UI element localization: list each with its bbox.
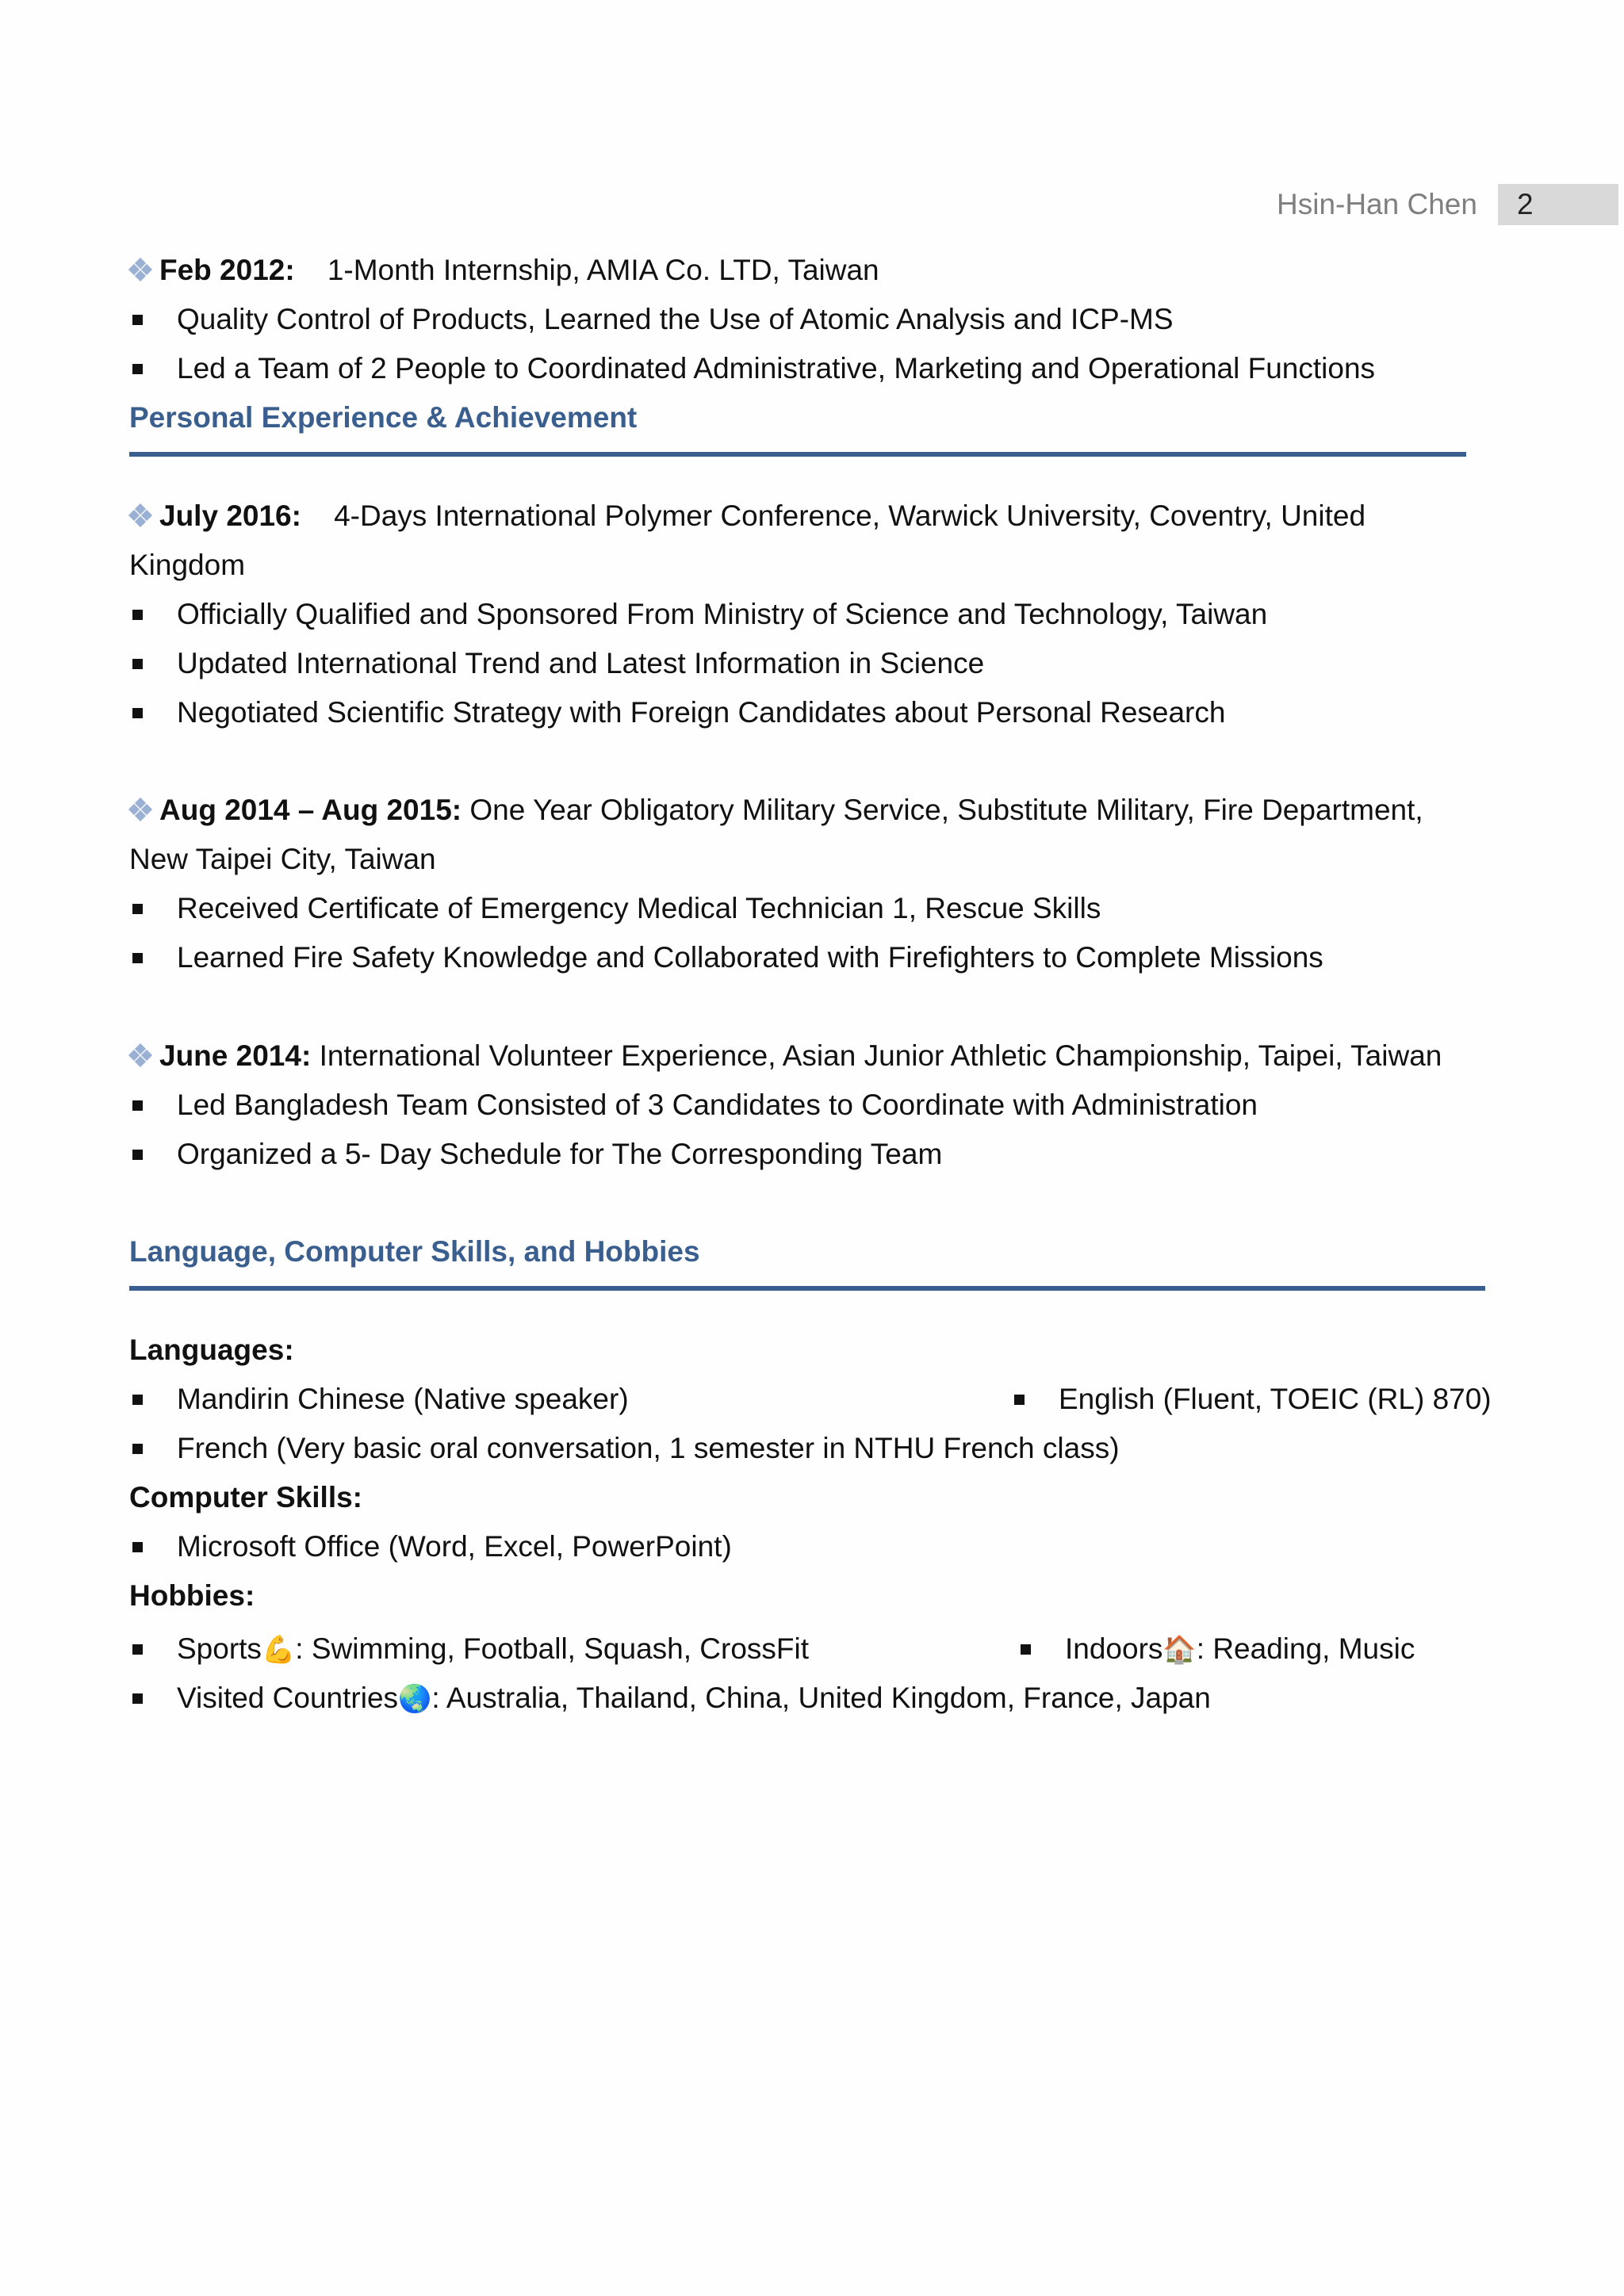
list-item: Organized a 5- Day Schedule for The Corresponding Team: [129, 1135, 942, 1173]
square-bullet-icon: [1014, 1395, 1025, 1405]
muscle-icon: 💪: [261, 1634, 296, 1666]
section-divider: [129, 1286, 1485, 1291]
page-number: 2: [1498, 184, 1618, 225]
list-item: Officially Qualified and Sponsored From Ministry of Science and Technology, Taiwan: [129, 595, 1267, 633]
entry-title: International Volunteer Experience, Asian Junior Athletic Championship, Taipei, Taiwan: [319, 1039, 1442, 1072]
house-icon: 🏠: [1162, 1634, 1197, 1666]
header-name: Hsin-Han Chen: [1277, 188, 1477, 220]
page-header: [1277, 184, 1618, 225]
list-item: Led a Team of 2 People to Coordinated Administrative, Marketing and Operational Functions: [129, 350, 1375, 388]
list-item: Mandirin Chinese (Native speaker): [129, 1380, 629, 1418]
list-item: Visited Countries🌏: Australia, Thailand, China, United Kingdom, France, Japan: [129, 1679, 1211, 1718]
section-divider: [129, 452, 1466, 457]
list-item: Learned Fire Safety Knowledge and Collaborated with Firefighters to Complete Missions: [129, 939, 1323, 977]
square-bullet-icon: [132, 659, 143, 669]
entry-heading-volunteer: [129, 1037, 1442, 1075]
globe-icon: 🌏: [398, 1683, 432, 1715]
entry-date: July 2016:: [159, 499, 301, 532]
entry-date: Feb 2012:: [159, 254, 295, 286]
entry-title-continued: Kingdom: [129, 549, 246, 581]
diamond-bullet-icon: [129, 798, 151, 821]
entry-date: Aug 2014 – Aug 2015:: [159, 794, 462, 826]
list-item: Negotiated Scientific Strategy with Foreign Candidates about Personal Research: [129, 694, 1225, 732]
square-bullet-icon: [132, 364, 143, 374]
list-item: Sports💪: Swimming, Football, Squash, CrossFit: [129, 1630, 809, 1669]
section-title-experience: Personal Experience & Achievement: [129, 401, 638, 434]
entry-heading-internship: [129, 251, 879, 289]
square-bullet-icon: [132, 1444, 143, 1454]
languages-label: Languages:: [129, 1334, 294, 1366]
square-bullet-icon: [132, 315, 143, 325]
section-title-skills: Language, Computer Skills, and Hobbies: [129, 1235, 700, 1268]
computer-skills-label: Computer Skills:: [129, 1481, 362, 1513]
list-item: Received Certificate of Emergency Medical Technician 1, Rescue Skills: [129, 890, 1101, 928]
entry-title-continued: New Taipei City, Taiwan: [129, 843, 436, 875]
entry-date: June 2014:: [159, 1039, 312, 1072]
entry-title: 1-Month Internship, AMIA Co. LTD, Taiwan: [327, 254, 879, 286]
entry-heading-military: [129, 791, 1423, 829]
square-bullet-icon: [132, 708, 143, 718]
diamond-bullet-icon: [129, 504, 151, 526]
square-bullet-icon: [132, 1100, 143, 1111]
diamond-bullet-icon: [129, 1044, 151, 1066]
entry-title: 4-Days International Polymer Conference, Warwick University, Coventry, United: [334, 499, 1366, 532]
square-bullet-icon: [132, 904, 143, 914]
list-item: Led Bangladesh Team Consisted of 3 Candidates to Coordinate with Administration: [129, 1086, 1258, 1124]
list-item: Microsoft Office (Word, Excel, PowerPoint): [129, 1528, 732, 1566]
diamond-bullet-icon: [129, 258, 151, 281]
list-item: Quality Control of Products, Learned the Use of Atomic Analysis and ICP-MS: [129, 300, 1174, 339]
square-bullet-icon: [1021, 1644, 1031, 1655]
square-bullet-icon: [132, 1542, 143, 1552]
square-bullet-icon: [132, 1150, 143, 1160]
hobbies-label: Hobbies:: [129, 1579, 255, 1612]
square-bullet-icon: [132, 1395, 143, 1405]
square-bullet-icon: [132, 953, 143, 963]
list-item: Updated International Trend and Latest Information in Science: [129, 645, 984, 683]
square-bullet-icon: [132, 610, 143, 620]
list-item: English (Fluent, TOEIC (RL) 870): [1011, 1380, 1492, 1418]
square-bullet-icon: [132, 1693, 143, 1704]
entry-title: One Year Obligatory Military Service, Substitute Military, Fire Department,: [469, 794, 1423, 826]
list-item: French (Very basic oral conversation, 1 semester in NTHU French class): [129, 1429, 1120, 1468]
entry-heading-conference: [129, 497, 1365, 535]
list-item: Indoors🏠: Reading, Music: [1017, 1630, 1415, 1669]
square-bullet-icon: [132, 1644, 143, 1655]
